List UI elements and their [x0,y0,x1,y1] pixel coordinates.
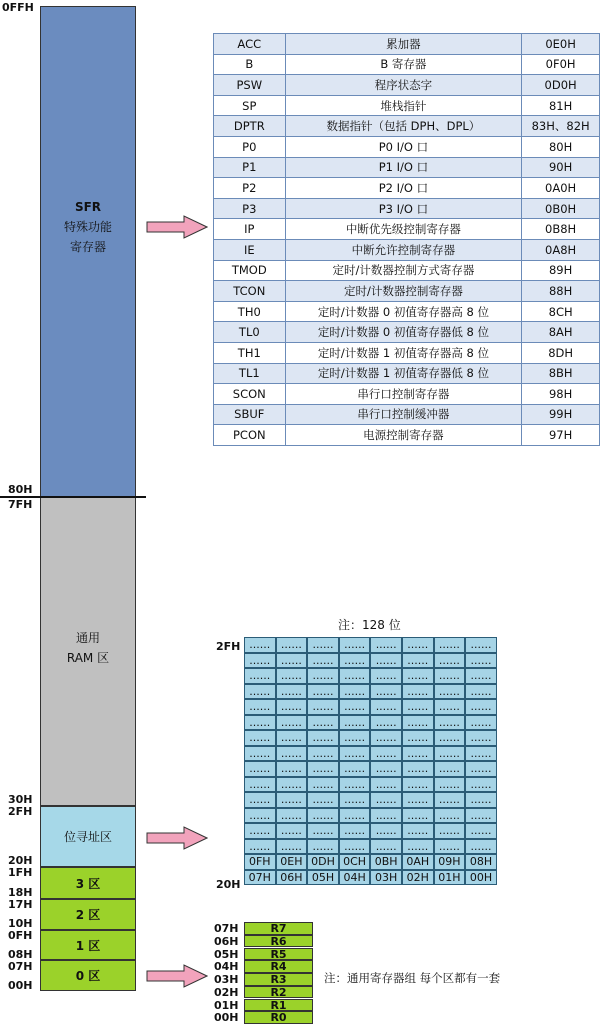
bit-cell: ...... [307,699,339,715]
bit-addressable-label: 位寻址区 [63,830,112,844]
bit-row [244,730,497,746]
addr-0fh: 0FH [8,929,33,942]
reg-addr: 03H [214,973,239,986]
bit-cell: ...... [370,730,402,746]
bit-cell: ...... [434,684,466,700]
reg-cell: R7 [244,922,313,935]
sfr-arrow-icon [146,215,208,239]
bit-cell: ...... [339,761,371,777]
addr-07h: 07H [8,960,33,973]
bit-cell: ...... [434,839,466,855]
sfr-name: PSW [214,75,286,96]
reg-cell: R5 [244,948,313,961]
bit-byte-label: 08H [465,854,497,870]
bit-byte-label: 0AH [402,854,434,870]
bit-cell: ...... [370,792,402,808]
sfr-name: P0 [214,136,286,157]
sfr-addr: 0D0H [522,75,600,96]
bit-cell: ...... [339,808,371,824]
bit-byte-label: 04H [339,870,371,886]
sfr-desc: 累加器 [285,34,522,55]
sfr-addr: 0E0H [522,34,600,55]
sfr-row [214,342,600,363]
sfr-desc: 程序状态字 [285,75,522,96]
sfr-desc: P3 I/O 口 [285,198,522,219]
bit-cell: ...... [402,839,434,855]
sfr-name: P3 [214,198,286,219]
bit-cell: ...... [402,637,434,653]
bank-3-block [40,867,136,899]
bit-byte-label: 00H [465,870,497,886]
sfr-desc: 串行口控制寄存器 [285,384,522,405]
sfr-title: SFR [74,200,102,214]
sfr-name: IP [214,219,286,240]
bit-cell: ...... [244,637,276,653]
bit-cell: ...... [465,653,497,669]
bank-0-label: 0 区 [75,969,101,983]
bit-cell: ...... [465,684,497,700]
reg-cell: R1 [244,999,313,1012]
reg-cell: R6 [244,935,313,948]
bit-cell: ...... [465,761,497,777]
sfr-row [214,116,600,137]
bit-cell: ...... [434,637,466,653]
reg-addr: 04H [214,960,239,974]
addr-7fh: 7FH [8,498,33,511]
bit-byte-label: 0CH [339,854,371,870]
sfr-desc: B 寄存器 [285,54,522,75]
bit-cell: ...... [402,777,434,793]
bit-byte-label: 01H [434,870,466,886]
bit-cell: ...... [307,715,339,731]
bit-row [244,653,497,669]
bit-cell: ...... [434,761,466,777]
bit-cell: ...... [307,653,339,669]
bit-cell: ...... [307,808,339,824]
register-bank-note: 注：通用寄存器组 每个区都有一套 [324,971,501,985]
bit-cell: ...... [307,684,339,700]
bit-cell: ...... [307,668,339,684]
bit-cell: ...... [434,808,466,824]
bit-area-note: 注：128 位 [338,618,401,632]
bit-cell: ...... [276,653,308,669]
ram-label-line2: RAM 区 [66,651,110,665]
bit-cell: ...... [339,684,371,700]
bank-2-label: 2 区 [75,908,101,922]
bit-byte-label: 0FH [244,854,276,870]
sfr-row [214,260,600,281]
sfr-addr: 97H [522,425,600,446]
bit-row [244,792,497,808]
sfr-row [214,219,600,240]
ram-label-line1: 通用 [75,631,100,645]
bit-cell: ...... [339,699,371,715]
bit-row [244,746,497,762]
sfr-row [214,281,600,302]
sfr-block [40,6,136,497]
bit-cell: ...... [339,823,371,839]
bit-cell: ...... [339,668,371,684]
sfr-desc: 定时/计数器控制方式寄存器 [285,260,522,281]
bit-cell: ...... [244,684,276,700]
bit-cell: ...... [434,668,466,684]
reg-addr: 06H [214,934,239,948]
bit-cell: ...... [244,839,276,855]
bit-cell: ...... [370,839,402,855]
sfr-row [214,301,600,322]
sfr-desc: P1 I/O 口 [285,157,522,178]
sfr-name: TCON [214,281,286,302]
bit-row [244,777,497,793]
bit-cell: ...... [402,808,434,824]
bit-cell: ...... [370,823,402,839]
sfr-addr: 80H [522,136,600,157]
bit-cell: ...... [276,839,308,855]
sfr-addr: 99H [522,404,600,425]
bit-cell: ...... [307,746,339,762]
bit-cell: ...... [370,653,402,669]
bit-cell: ...... [276,808,308,824]
bit-cell: ...... [307,792,339,808]
bit-cell: ...... [402,823,434,839]
bit-byte-label: 0DH [307,854,339,870]
addr-18h: 18H [8,886,33,899]
bit-cell: ...... [307,823,339,839]
sfr-addr: 88H [522,281,600,302]
reg-cell: R2 [244,986,313,999]
bit-cell: ...... [465,746,497,762]
bit-cell: ...... [370,699,402,715]
sfr-desc: 定时/计数器 0 初值寄存器低 8 位 [285,322,522,343]
sfr-desc: P0 I/O 口 [285,136,522,157]
sfr-row [214,239,600,260]
bit-cell: ...... [370,777,402,793]
bit-cell: ...... [465,715,497,731]
bit-cell: ...... [276,637,308,653]
sfr-addr: 89H [522,260,600,281]
sfr-name: TL0 [214,322,286,343]
sfr-name: PCON [214,425,286,446]
bit-cell: ...... [465,792,497,808]
sfr-row [214,95,600,116]
addr-80h: 80H [8,483,33,496]
bit-cell: ...... [402,746,434,762]
bit-cell: ...... [276,823,308,839]
sfr-desc: 数据指针（包括 DPH、DPL） [285,116,522,137]
bit-cell: ...... [244,715,276,731]
ram-block [40,497,136,806]
sfr-name: SCON [214,384,286,405]
reg-cell: R4 [244,960,313,973]
addr-08h: 08H [8,948,33,961]
addr-30h: 30H [8,793,33,806]
sfr-name: SP [214,95,286,116]
sfr-desc: 定时/计数器 0 初值寄存器高 8 位 [285,301,522,322]
bit-row [244,699,497,715]
sfr-row [214,54,600,75]
reg-addr: 00H [214,1011,239,1025]
bit-cell: ...... [276,730,308,746]
sfr-desc: 定时/计数器控制寄存器 [285,281,522,302]
sfr-row [214,384,600,405]
bit-cell: ...... [434,777,466,793]
bit-area-top-addr: 2FH [216,640,241,653]
bit-cell: ...... [370,684,402,700]
bank-arrow-icon [146,964,208,988]
bit-cell: ...... [370,668,402,684]
bit-cell: ...... [339,637,371,653]
sfr-name: DPTR [214,116,286,137]
bit-cell: ...... [307,637,339,653]
sfr-name: TH1 [214,342,286,363]
reg-cell: R0 [244,1011,313,1024]
bit-cell: ...... [402,668,434,684]
bit-cell: ...... [402,715,434,731]
sfr-name: TL1 [214,363,286,384]
bit-cell: ...... [244,730,276,746]
sfr-name: SBUF [214,404,286,425]
bit-arrow-icon [146,826,208,850]
bit-cell: ...... [402,792,434,808]
bit-cell: ...... [402,653,434,669]
sfr-name: P2 [214,178,286,199]
sfr-addr: 0A8H [522,239,600,260]
bit-cell: ...... [370,746,402,762]
sfr-row [214,178,600,199]
bit-cell: ...... [402,699,434,715]
bit-cell: ...... [339,777,371,793]
sfr-row [214,198,600,219]
addr-0ffh: 0FFH [2,1,34,14]
bit-cell: ...... [276,746,308,762]
bank-2-block [40,899,136,930]
sfr-row [214,363,600,384]
sfr-addr: 81H [522,95,600,116]
bit-row [244,668,497,684]
sfr-name: P1 [214,157,286,178]
bit-row [244,854,497,870]
bit-cell: ...... [465,777,497,793]
bit-cell: ...... [307,730,339,746]
sfr-table [213,33,600,446]
bit-cell: ...... [244,792,276,808]
bit-byte-label: 0EH [276,854,308,870]
bit-byte-label: 06H [276,870,308,886]
reg-addr: 01H [214,998,239,1012]
bit-cell: ...... [307,761,339,777]
sfr-row [214,75,600,96]
addr-2fh: 2FH [8,805,33,818]
bit-cell: ...... [276,777,308,793]
sfr-name: ACC [214,34,286,55]
bit-cell: ...... [434,730,466,746]
bank-1-label: 1 区 [75,939,101,953]
bit-area-bottom-addr: 20H [216,878,241,891]
sfr-desc: 电源控制寄存器 [285,425,522,446]
bit-cell: ...... [339,839,371,855]
bit-row [244,839,497,855]
sfr-desc: 堆栈指针 [285,95,522,116]
reg-cell: R3 [244,973,313,986]
bit-row [244,808,497,824]
bit-byte-label: 0BH [370,854,402,870]
bit-row [244,715,497,731]
bit-cell: ...... [402,730,434,746]
bit-cell: ...... [339,792,371,808]
bit-cell: ...... [244,823,276,839]
sfr-desc: 定时/计数器 1 初值寄存器低 8 位 [285,363,522,384]
sfr-addr: 0F0H [522,54,600,75]
bit-cell: ...... [244,668,276,684]
bit-cell: ...... [244,761,276,777]
sfr-row [214,404,600,425]
bit-row [244,637,497,653]
bit-cell: ...... [339,730,371,746]
sfr-desc: 串行口控制缓冲器 [285,404,522,425]
sfr-addr: 8AH [522,322,600,343]
sfr-row [214,34,600,55]
bit-cell: ...... [244,699,276,715]
sfr-addr: 0B8H [522,219,600,240]
sfr-addr: 8CH [522,301,600,322]
bit-cell: ...... [370,715,402,731]
addr-10h: 10H [8,917,33,930]
bit-cell: ...... [276,761,308,777]
addr-20h: 20H [8,854,33,867]
sfr-addr: 98H [522,384,600,405]
bit-cell: ...... [276,715,308,731]
bank-1-block [40,930,136,960]
bit-cell: ...... [244,746,276,762]
bit-cell: ...... [465,823,497,839]
reg-addr: 02H [214,985,239,999]
bit-cell: ...... [307,839,339,855]
bit-cell: ...... [434,746,466,762]
sfr-row [214,157,600,178]
bit-row [244,870,497,886]
bit-cell: ...... [465,808,497,824]
bit-cell: ...... [244,653,276,669]
bank-3-label: 3 区 [75,877,101,891]
bit-cell: ...... [339,715,371,731]
bit-byte-label: 05H [307,870,339,886]
bit-byte-label: 02H [402,870,434,886]
addr-1fh: 1FH [8,866,33,879]
bit-cell: ...... [276,792,308,808]
sfr-name: B [214,54,286,75]
sfr-addr: 0B0H [522,198,600,219]
sfr-row [214,136,600,157]
bit-addressable-block [40,806,136,867]
bit-cell: ...... [370,637,402,653]
bit-cell: ...... [244,777,276,793]
sfr-desc: 中断优先级控制寄存器 [285,219,522,240]
bit-cell: ...... [244,808,276,824]
sfr-row [214,425,600,446]
bit-cell: ...... [434,792,466,808]
bit-row [244,823,497,839]
sfr-name: TH0 [214,301,286,322]
bit-byte-label: 03H [370,870,402,886]
bit-cell: ...... [402,761,434,777]
reg-addr: 05H [214,947,239,961]
reg-addr: 07H [214,922,239,935]
bit-cell: ...... [402,684,434,700]
sfr-name: IE [214,239,286,260]
bit-cell: ...... [465,699,497,715]
sfr-addr: 90H [522,157,600,178]
sfr-addr: 8DH [522,342,600,363]
bit-cell: ...... [434,653,466,669]
bit-cell: ...... [370,761,402,777]
bit-cell: ...... [465,839,497,855]
sfr-addr: 0A0H [522,178,600,199]
bit-row [244,761,497,777]
bit-row [244,684,497,700]
bank-0-block [40,960,136,991]
sfr-name: TMOD [214,260,286,281]
sfr-desc: P2 I/O 口 [285,178,522,199]
bit-cell: ...... [434,823,466,839]
addr-17h: 17H [8,898,33,911]
bit-cell: ...... [339,746,371,762]
bit-cell: ...... [465,668,497,684]
bit-cell: ...... [276,668,308,684]
bit-cell: ...... [434,699,466,715]
addr-00h: 00H [8,979,33,992]
bit-cell: ...... [465,637,497,653]
sfr-desc: 中断允许控制寄存器 [285,239,522,260]
bit-byte-label: 07H [244,870,276,886]
bit-cell: ...... [339,653,371,669]
sfr-desc: 定时/计数器 1 初值寄存器高 8 位 [285,342,522,363]
sfr-addr: 8BH [522,363,600,384]
bit-byte-label: 09H [434,854,466,870]
bit-cell: ...... [434,715,466,731]
bit-grid [244,637,497,885]
sfr-row [214,322,600,343]
sfr-addr: 83H、82H [522,116,600,137]
sfr-label-line1: 特殊功能 [63,220,112,234]
bit-cell: ...... [307,777,339,793]
sfr-label-line2: 寄存器 [69,240,106,254]
bit-cell: ...... [370,808,402,824]
bit-cell: ...... [276,699,308,715]
bit-cell: ...... [276,684,308,700]
bit-cell: ...... [465,730,497,746]
